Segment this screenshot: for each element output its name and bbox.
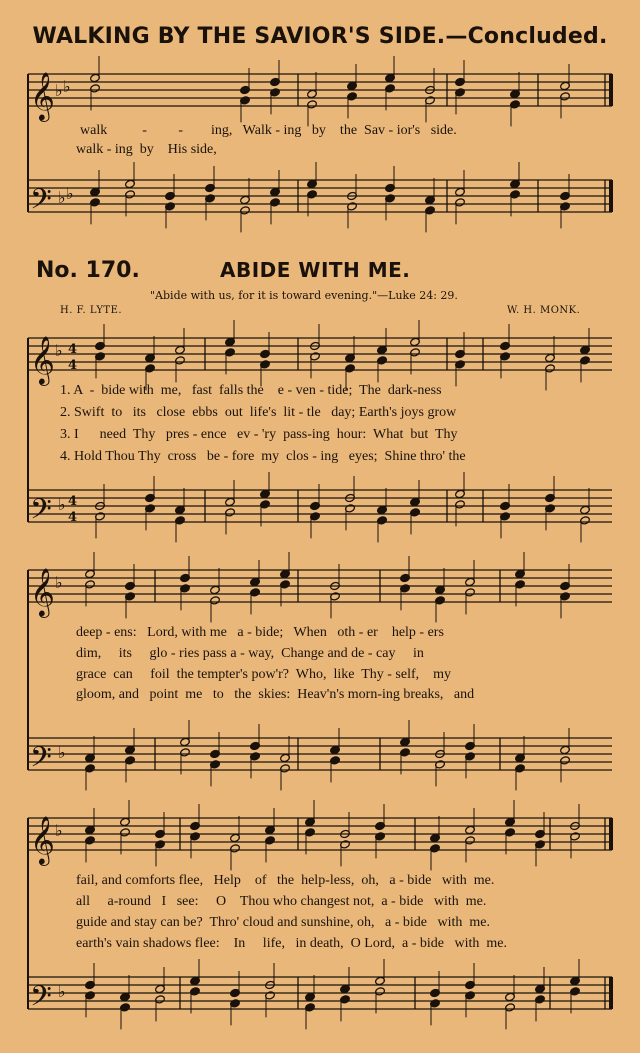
top-treble-key-flat: ♭ <box>55 81 63 100</box>
top-bass-final-barline-thick <box>609 180 613 212</box>
verse-1-line-3: fail, and comforts flee, Help of the help-less, oh, a - bide with me. <box>76 873 495 888</box>
page-header-title: WALKING BY THE SAVIOR'S SIDE.—Concluded. <box>32 24 608 49</box>
verse-3-line-1: 3. I need Thy pres - ence ev - 'ry pass-ing hour: What but Thy <box>60 427 458 442</box>
verse-4-line-3: earth's vain shadows flee: In life, in death, O Lord, a - bide with me. <box>76 936 507 951</box>
hymn-title: ABIDE WITH ME. <box>220 258 411 282</box>
s3-bass-bass-clef: 𝄢 <box>30 980 52 1020</box>
hymn-epigraph: "Abide with us, for it is toward evening."—Luke 24: 29. <box>150 289 458 302</box>
s1-bass-bass-clef: 𝄢 <box>30 493 52 533</box>
hymn-composer: W. H. MONK. <box>507 305 581 316</box>
verse-2-line-2: dim, its glo - ries pass a - way, Change and de - cay in <box>76 646 424 661</box>
verse-2-line-3: all a-round I see: O Thou who changest not, a - bide with me. <box>76 894 487 909</box>
top-bass-bass-clef: 𝄢 <box>30 183 52 223</box>
verse-1-line-1: 1. A - bide with me, fast falls the e - ven - tide; The dark-ness <box>60 383 442 398</box>
top-treble-final-barline-thick <box>609 74 613 106</box>
s2-treble-key-flat: ♭ <box>55 573 63 592</box>
s1-treble-treble-clef: 𝄞 <box>30 335 55 384</box>
s3-bass-key-flat: ♭ <box>58 982 66 1001</box>
s3-treble-key-flat: ♭ <box>55 821 63 840</box>
s2-bass-key-flat: ♭ <box>58 743 66 762</box>
s3-treble-treble-clef: 𝄞 <box>30 815 55 864</box>
hymn-author: H. F. LYTE. <box>60 305 123 316</box>
verse-4-line-1: 4. Hold Thou Thy cross be - fore my clos - ing eyes; Shine thro' the <box>60 449 466 464</box>
hymn-number: No. 170. <box>36 258 140 283</box>
top-bass-key-flat: ♭ <box>58 188 66 207</box>
verse-3-line-3: guide and stay can be? Thro' cloud and sunshine, oh, a - bide with me. <box>76 915 490 930</box>
top-bass-key-flat: ♭ <box>66 184 74 203</box>
top-hymn-lyric-line-1: walk - - ing, Walk - ing by the Sav - ior's side. <box>80 123 457 138</box>
s2-treble-treble-clef: 𝄞 <box>30 567 55 616</box>
top-hymn-lyric-line-2: walk - ing by His side, <box>76 142 217 157</box>
verse-1-line-2: deep - ens: Lord, with me a - bide; When oth - er help - ers <box>76 625 444 640</box>
s1-time-top: 4 <box>68 342 78 357</box>
s1-time-bottom: 4 <box>68 358 78 373</box>
top-treble-treble-clef: 𝄞 <box>30 71 55 120</box>
s2-bass-bass-clef: 𝄢 <box>30 741 52 781</box>
s3-bass-final-barline-thick <box>609 977 613 1009</box>
s1-treble-key-flat: ♭ <box>55 341 63 360</box>
s1-bass-time-bottom: 4 <box>68 510 78 525</box>
s1-bass-time-top: 4 <box>68 494 78 509</box>
verse-4-line-2: gloom, and point me to the skies: Heav'n's morn-ing breaks, and <box>76 687 475 702</box>
verse-2-line-1: 2. Swift to its close ebbs out life's lit - tle day; Earth's joys grow <box>60 405 457 420</box>
s3-treble-final-barline-thick <box>609 818 613 850</box>
verse-3-line-2: grace can foil the tempter's pow'r? Who, like Thy - self, my <box>76 667 452 682</box>
top-treble-key-flat: ♭ <box>63 77 71 96</box>
s1-bass-key-flat: ♭ <box>58 495 66 514</box>
